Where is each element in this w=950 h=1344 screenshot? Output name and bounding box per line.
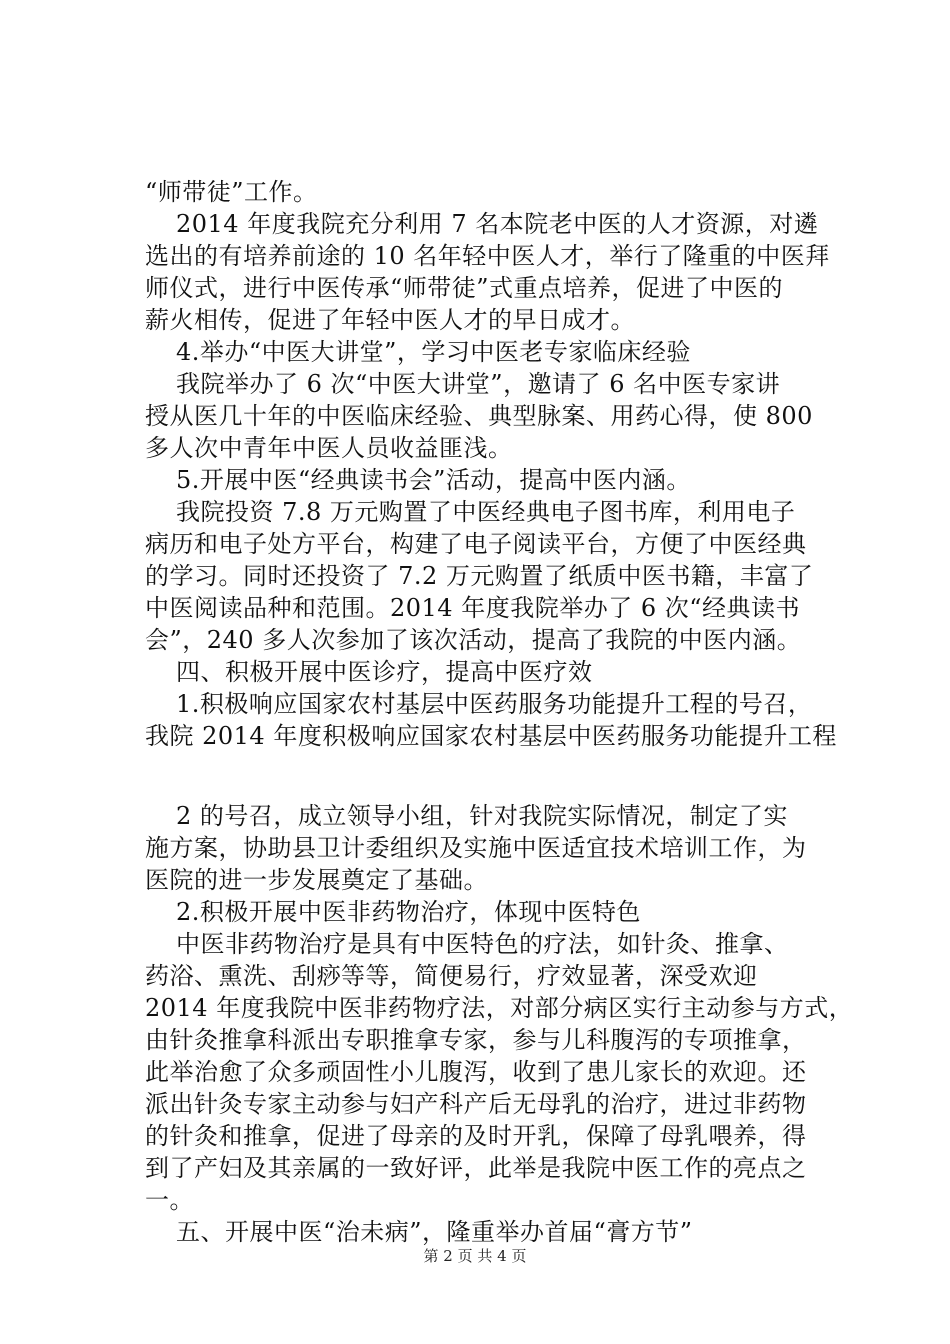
text-line: 药浴、熏洗、刮痧等等，简便易行，疗效显著，深受欢迎 (145, 962, 758, 990)
text-line: 2 的号召，成立领导小组，针对我院实际情况，制定了实 (176, 802, 788, 830)
text-line: 4.举办“中医大讲堂”，学习中医老专家临床经验 (176, 338, 691, 366)
text-line: 病历和电子处方平台，构建了电子阅读平台，方便了中医经典 (145, 530, 807, 558)
text-line: 2014 年度我院充分利用 7 名本院老中医的人才资源，对遴 (176, 210, 819, 238)
text-line: 由针灸推拿科派出专职推拿专家，参与儿科腹泻的专项推拿， (145, 1026, 807, 1054)
text-line: 中医非药物治疗是具有中医特色的疗法，如针灸、推拿、 (176, 930, 789, 958)
text-line: 1.积极响应国家农村基层中医药服务功能提升工程的号召， (176, 690, 813, 718)
text-line: 中医阅读品种和范围。2014 年度我院举办了 6 次“经典读书 (145, 594, 801, 622)
text-line: “师带徒”工作。 (145, 178, 318, 206)
text-line: 我院举办了 6 次“中医大讲堂”，邀请了 6 名中医专家讲 (176, 370, 781, 398)
text-line: 2014 年度我院中医非药物疗法，对部分病区实行主动参与方式， (145, 994, 854, 1022)
text-line: 派出针灸专家主动参与妇产科产后无母乳的治疗，进过非药物 (145, 1090, 807, 1118)
text-line: 多人次中青年中医人员收益匪浅。 (145, 434, 513, 462)
text-line: 我院 2014 年度积极响应国家农村基层中医药服务功能提升工程 (145, 722, 837, 750)
text-line: 的针灸和推拿，促进了母亲的及时开乳，保障了母乳喂养，得 (145, 1122, 807, 1150)
text-line: 会”，240 多人次参加了该次活动，提高了我院的中医内涵。 (145, 626, 802, 654)
text-line: 选出的有培养前途的 10 名年轻中医人才，举行了隆重的中医拜 (145, 242, 830, 270)
section-heading: 五、开展中医“治未病”，隆重举办首届“膏方节” (176, 1218, 693, 1246)
text-line: 授从医几十年的中医临床经验、典型脉案、用药心得，使 800 (145, 402, 813, 430)
text-line: 施方案，协助县卫计委组织及实施中医适宜技术培训工作，为 (145, 834, 807, 862)
text-line: 师仪式，进行中医传承“师带徒”式重点培养，促进了中医的 (145, 274, 784, 302)
text-line: 薪火相传，促进了年轻中医人才的早日成才。 (145, 306, 635, 334)
text-line: 5.开展中医“经典读书会”活动，提高中医内涵。 (176, 466, 691, 494)
text-line: 一。 (145, 1186, 194, 1214)
text-line: 此举治愈了众多顽固性小儿腹泻，收到了患儿家长的欢迎。还 (145, 1058, 807, 1086)
text-line: 我院投资 7.8 万元购置了中医经典电子图书库，利用电子 (176, 498, 796, 526)
text-line: 到了产妇及其亲属的一致好评，此举是我院中医工作的亮点之 (145, 1154, 807, 1182)
text-line: 的学习。同时还投资了 7.2 万元购置了纸质中医书籍，丰富了 (145, 562, 814, 590)
section-heading: 四、积极开展中医诊疗，提高中医疗效 (176, 658, 593, 686)
text-line: 医院的进一步发展奠定了基础。 (145, 866, 488, 894)
text-line: 2.积极开展中医非药物治疗，体现中医特色 (176, 898, 641, 926)
page-number-footer: 第 2 页 共 4 页 (423, 1247, 527, 1265)
